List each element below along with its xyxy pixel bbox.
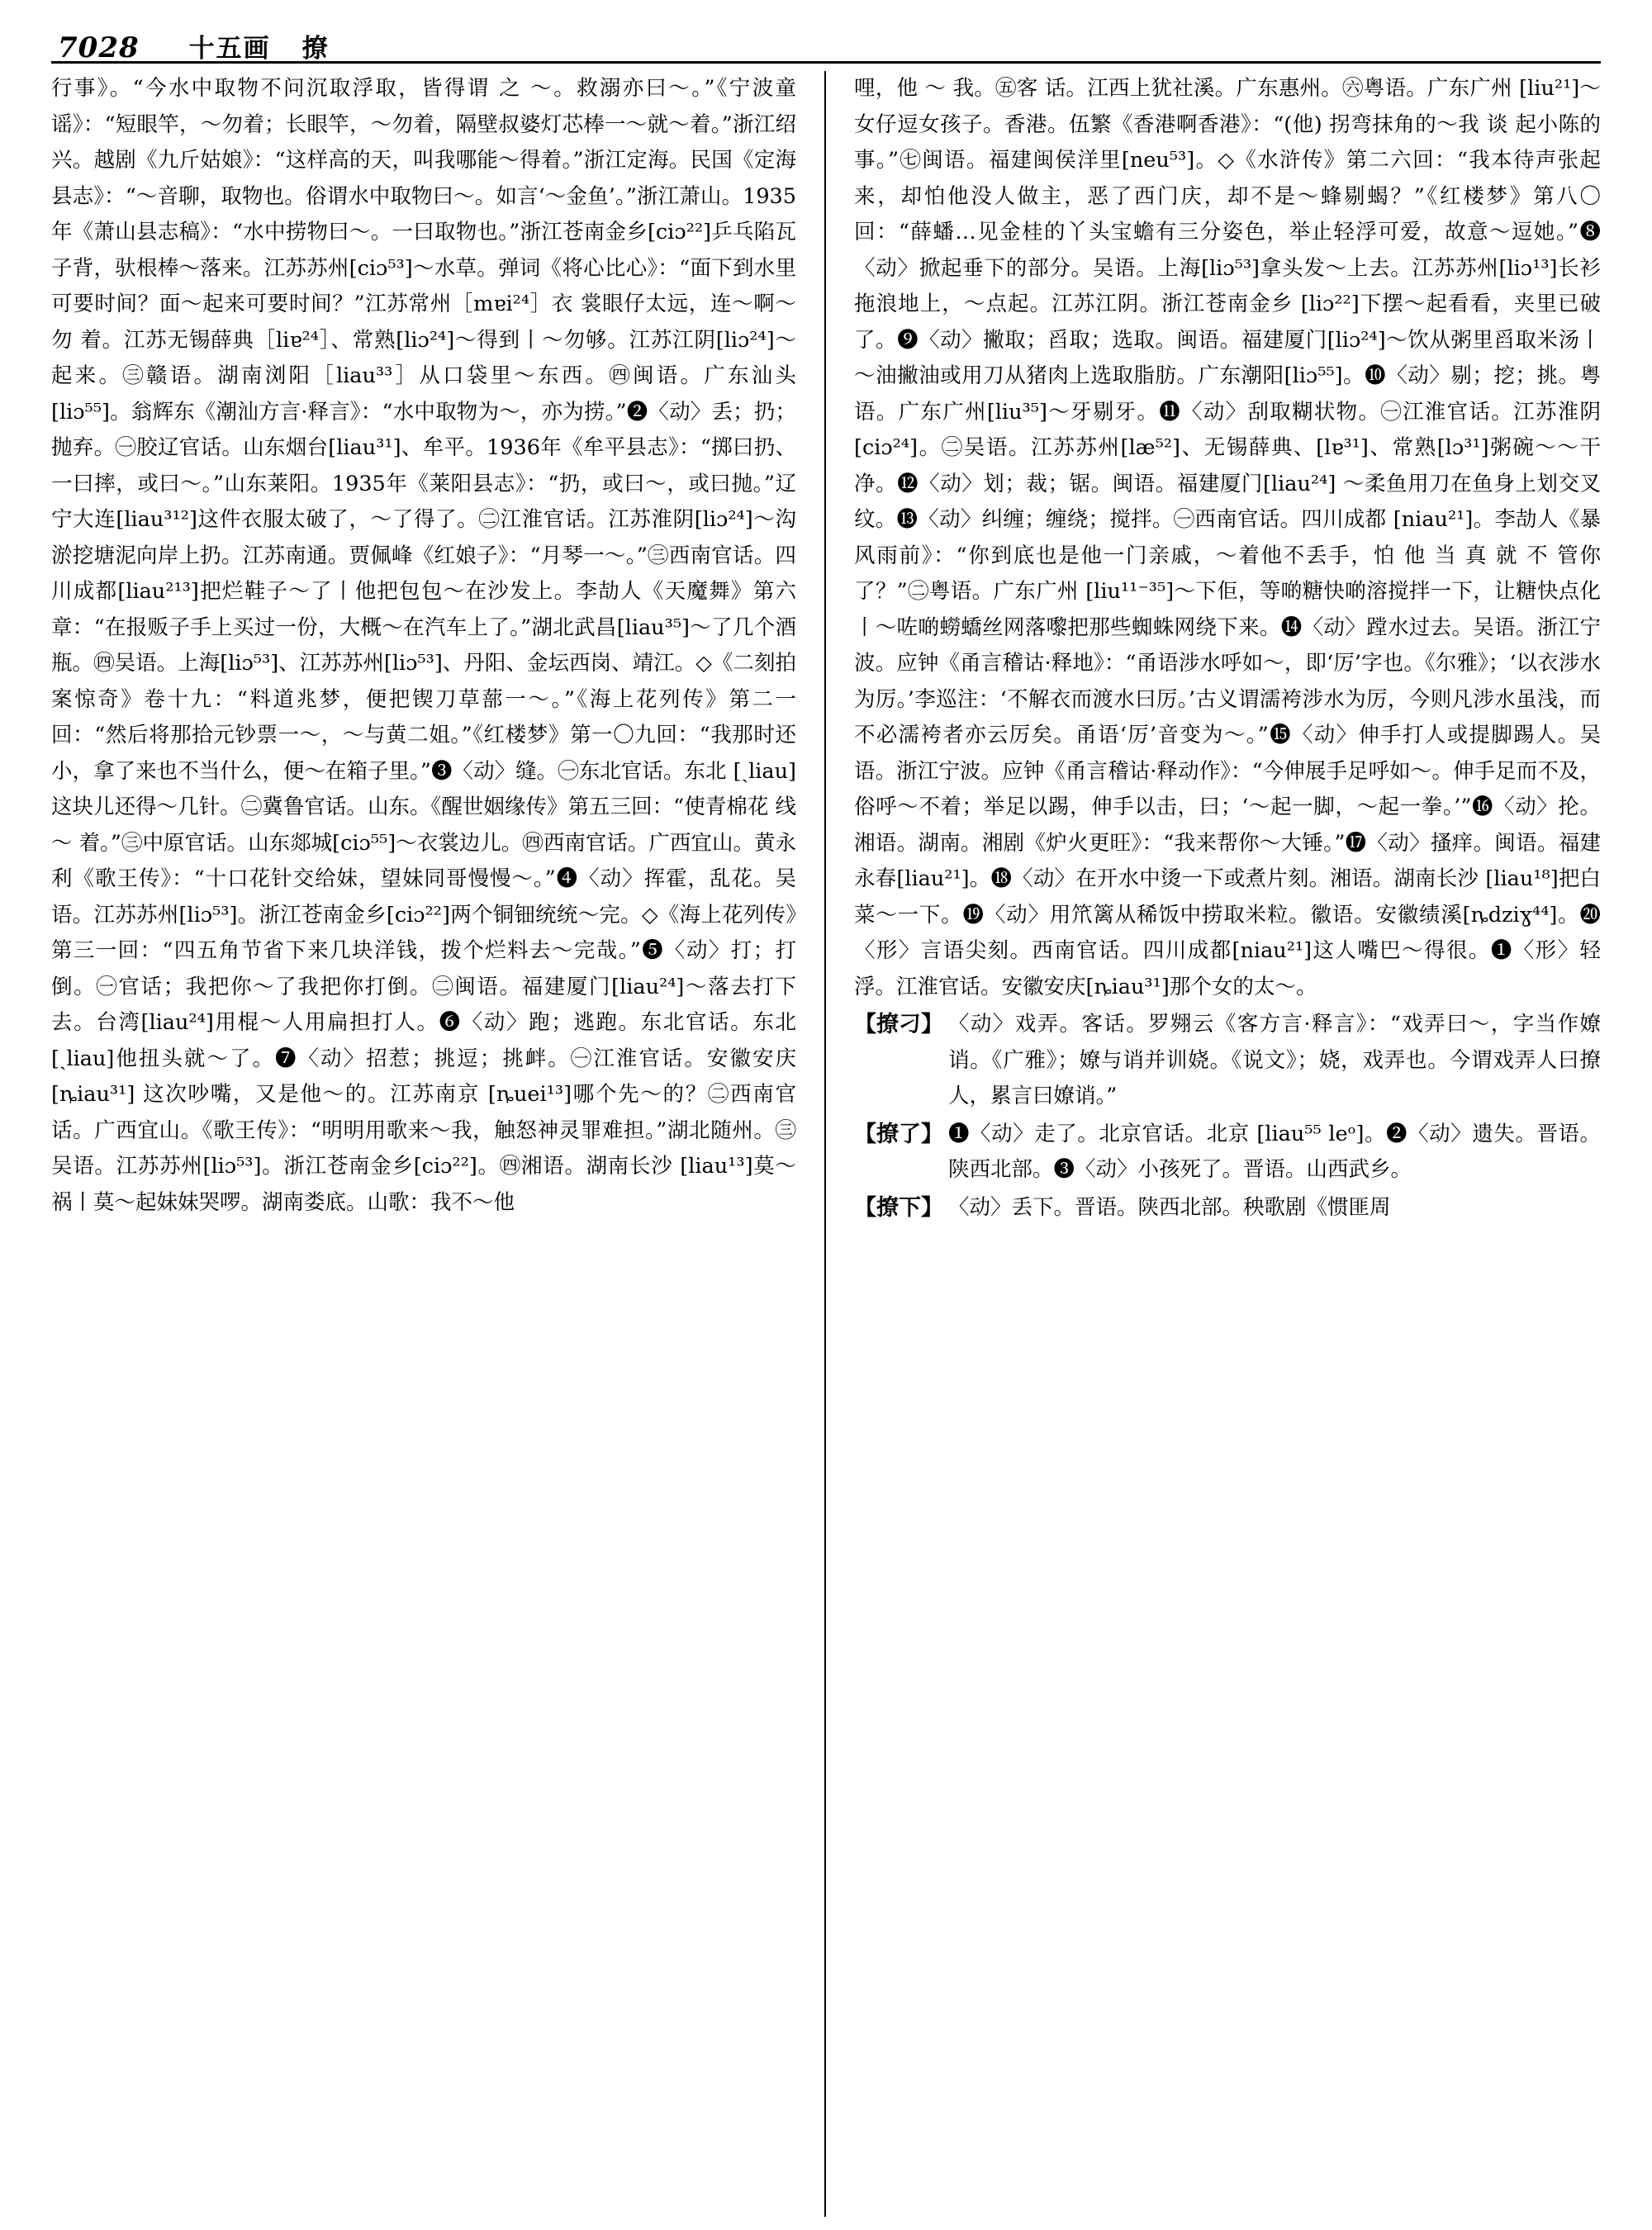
left-column xyxy=(51,71,826,2217)
two-column-body xyxy=(51,71,1601,2217)
right-column-text: 哩，他 ～ 我。㊄客 话。江西上犹社溪。广东惠州。㊅粤语。广东广州 [liu²¹]～女仔逗女孩子。香港。伍繁《香港啊香港》：“(他) 拐弯抹角的～我 谈 起小陈的事。”㊆闽语。福建闽侯洋里[neu⁵³]。◇《水浒传》第二六回：“我本待声张起来，却怕他没人做主，恶了西门庆，却不是～蜂剔蝎？”《红楼梦》第八〇回：“薛蟠…见金桂的丫头宝蟾有三分姿色，举止轻浮可爱，故意～逗她。”❽〈动〉掀起垂下的部分。吴语。上海[liɔ⁵³]拿头发～上去。江苏苏州[liɔ¹³]长衫拖浪地上，～点起。江苏江阴。浙江苍南金乡 [liɔ²²]下摆～起看看，夹里已破了。❾〈动〉撇取；舀取；选取。闽语。福建厦门[liɔ²⁴]～饮从粥里舀取米汤丨～油撇油或用刀从猪肉上选取脂肪。广东潮阳[liɔ⁵⁵]。❿〈动〉剔；挖；挑。粤语。广东广州[liu³⁵]～牙剔牙。⓫〈动〉刮取糊状物。㊀江淮官话。江苏淮阴[ciɔ²⁴]。㊁吴语。江苏苏州[læ⁵²]、无锡薛典、[lɐ³¹]、常熟[lɔ³¹]粥碗～～干净。⓬〈动〉划；裁；锯。闽语。福建厦门[liau²⁴] ～柔鱼用刀在鱼身上划交叉纹。⓭〈动〉纠缠；缠绕；搅拌。㊀西南官话。四川成都 [niau²¹]。李劼人《暴风雨前》：“你到底也是他一门亲戚，～着他不丢手，怕 他 当 真 就 不 管你了？”㊁粤语。广东广州 [liu¹¹⁻³⁵]～下佢，等啲糖快啲溶搅拌一下，让糖快点化丨～咗啲蟧蟜丝网落嚟把那些蜘蛛网绕下来。⓮〈动〉蹚水过去。吴语。浙江宁波。应钟《甬言稽诂·释地》：“甬语涉水呼如～，即‘厉’字也。《尔雅》；‘以衣涉水为厉。’李巡注：‘不解衣而渡水曰厉。’古义谓濡袴涉水为厉，今则凡涉水虽浅，而不必濡袴者亦云厉矣。甬语‘厉’音变为～。”⓯〈动〉伸手打人或提脚踢人。吴语。浙江宁波。应钟《甬言稽诂·释动作》：“今伸展手足呼如～。伸手足而不及，俗呼～不着；举足以踢，伸手以击，曰；‘～起一脚，～起一拳。’”⓰〈动〉抡。湘语。湖南。湘剧《炉火更旺》：“我来帮你～大锤。”⓱〈动〉搔痒。闽语。福建永春[liau²¹]。⓲〈动〉在开水中烫一下或煮片刻。湘语。湖南长沙 [liau¹⁸]把白菜～一下。⓳〈动〉用笊篱从稀饭中捞取米粒。徽语。安徽绩溪[ȵdziɣ⁴⁴]。⓴〈形〉言语尖刻。西南官话。四川成都[niau²¹]这人嘴巴～得很。❶〈形〉轻浮。江淮官话。安徽安庆[ȵiau³¹]那个女的太～。 xyxy=(854,76,1601,999)
entry-headword: 【撩下】 xyxy=(854,1194,943,1221)
running-head-char: 撩 xyxy=(301,34,330,64)
header-rule xyxy=(51,61,1601,64)
entry-headword: 【撩了】 xyxy=(854,1121,943,1147)
entry-definition: 〈动〉丢下。晋语。陕西北部。秧歌剧《惯匪周 xyxy=(948,1194,1391,1220)
entry-definition: 〈动〉戏弄。客话。罗翙云《客方言·释言》：“戏弄曰～，字当作嫽诮。《广雅》；嫽与诮并训娆。《说文》；娆，戏弄也。今谓戏弄人曰撩人，累言曰嫽诮。” xyxy=(948,1012,1601,1108)
entry-definition: ❶〈动〉走了。北京官话。北京 [liau⁵⁵ leᵒ]。❷〈动〉遗失。晋语。陕西北部。❸〈动〉小孩死了。晋语。山西武乡。 xyxy=(948,1121,1601,1182)
entry-headword: 【撩刁】 xyxy=(854,1012,943,1037)
running-head-strokes: 十五画 xyxy=(188,34,271,64)
entry-liao-xia xyxy=(854,1190,1601,1226)
left-column-text: 行事》。“今水中取物不问沉取浮取，皆得谓 之 ～。救溺亦曰～。”《宁波童谣》：“短眼竿，～勿着；长眼竿，～勿着，隔壁叔婆灯芯棒一～就～着。”浙江绍兴。越剧《九斤姑娘》：“这样高的天，叫我哪能～得着。”浙江定海。民国《定海县志》：“～音聊，取物也。俗谓水中取物曰～。如言‘～金鱼’。”浙江萧山。1935年《萧山县志稿》：“水中捞物曰～。一曰取物也。”浙江苍南金乡[ciɔ²²]乒乓陷瓦子背，驮根棒～落来。江苏苏州[ciɔ⁵³]～水草。弹词《将心比心》：“面下到水里可要时间？面～起来可要时间？”江苏常州［mɐi²⁴］衣 裳眼仔太远，连～啊～勿 着。江苏无锡薛典［liɐ²⁴］、常熟[liɔ²⁴]～得到丨～勿够。江苏江阴[liɔ²⁴]～起来。㊂赣语。湖南浏阳［liau³³］从口袋里～东西。㊃闽语。广东汕头[liɔ⁵⁵]。翁辉东《潮汕方言·释言》：“水中取物为～，亦为捞。”❷〈动〉丢；扔；抛弃。㊀胶辽官话。山东烟台[liau³¹]、牟平。1936年《牟平县志》：“掷曰扔、一曰摔，或曰～。”山东莱阳。1935年《莱阳县志》：“扔，或曰～，或曰抛。”辽宁大连[liau³¹²]这件衣服太破了，～了得了。㊁江淮官话。江苏淮阴[liɔ²⁴]～沟淤挖塘泥向岸上扔。江苏南通。贾佩峰《红娘子》：“月琴一～。”㊂西南官话。四川成都[liau²¹³]把烂鞋子～了丨他把包包～在沙发上。李劼人《天魔舞》第六章：“在报贩子手上买过一份，大概～在汽车上了。”湖北武昌[liau³⁵]～了几个酒瓶。㊃吴语。上海[liɔ⁵³]、江苏苏州[liɔ⁵³]、丹阳、金坛西岗、靖江。◇《二刻拍案惊奇》卷十九：“料道兆梦，便把锲刀草蔀一～。”《海上花列传》第二一回：“然后将那拾元钞票一～，～与黄二姐。”《红楼梦》第一〇九回：“我那时还小，拿了来也不当什么，便～在箱子里。”❸〈动〉缝。㊀东北官话。东北 [ˏliau] 这块儿还得～几针。㊁冀鲁官话。山东。《醒世姻缘传》第五三回：“使青棉花 线 ～ 着。”㊂中原官话。山东郯城[ciɔ⁵⁵]～衣裳边儿。㊃西南官话。广西宜山。黄永利《歌王传》：“十口花针交给妹，望妹同哥慢慢～。”❹〈动〉挥霍，乱花。吴语。江苏苏州[liɔ⁵³]。浙江苍南金乡[ciɔ²²]两个铜钿统统～完。◇《海上花列传》第三一回：“四五角节省下来几块洋钱，拨个烂料去～完哉。”❺〈动〉打；打倒。㊀官话；我把你～了我把你打倒。㊁闽语。福建厦门[liau²⁴]～落去打下去。台湾[liau²⁴]用棍～人用扁担打人。❻〈动〉跑；逃跑。东北官话。东北[ˏliau]他扭头就～了。❼〈动〉招惹；挑逗；挑衅。㊀江淮官话。安徽安庆 [ȵiau³¹] 这次吵嘴，又是他～的。江苏南京 [ȵuei¹³]哪个先～的？㊁西南官话。广西宜山。《歌王传》：“明明用歌来～我，触怒神灵罪难担。”湖北随州。㊂吴语。江苏苏州[liɔ⁵³]。浙江苍南金乡[ciɔ²²]。㊃湘语。湖南长沙 [liau¹³]莫～祸丨莫～起妹妹哭啰。湖南娄底。山歌：我不～他 xyxy=(51,76,796,1215)
entry-liao-diao xyxy=(854,1007,1601,1115)
page-number: 7028 xyxy=(58,31,140,64)
page-header xyxy=(58,15,1594,64)
entry-liao-le xyxy=(854,1117,1601,1189)
right-column xyxy=(826,71,1601,2217)
running-head xyxy=(189,27,330,64)
